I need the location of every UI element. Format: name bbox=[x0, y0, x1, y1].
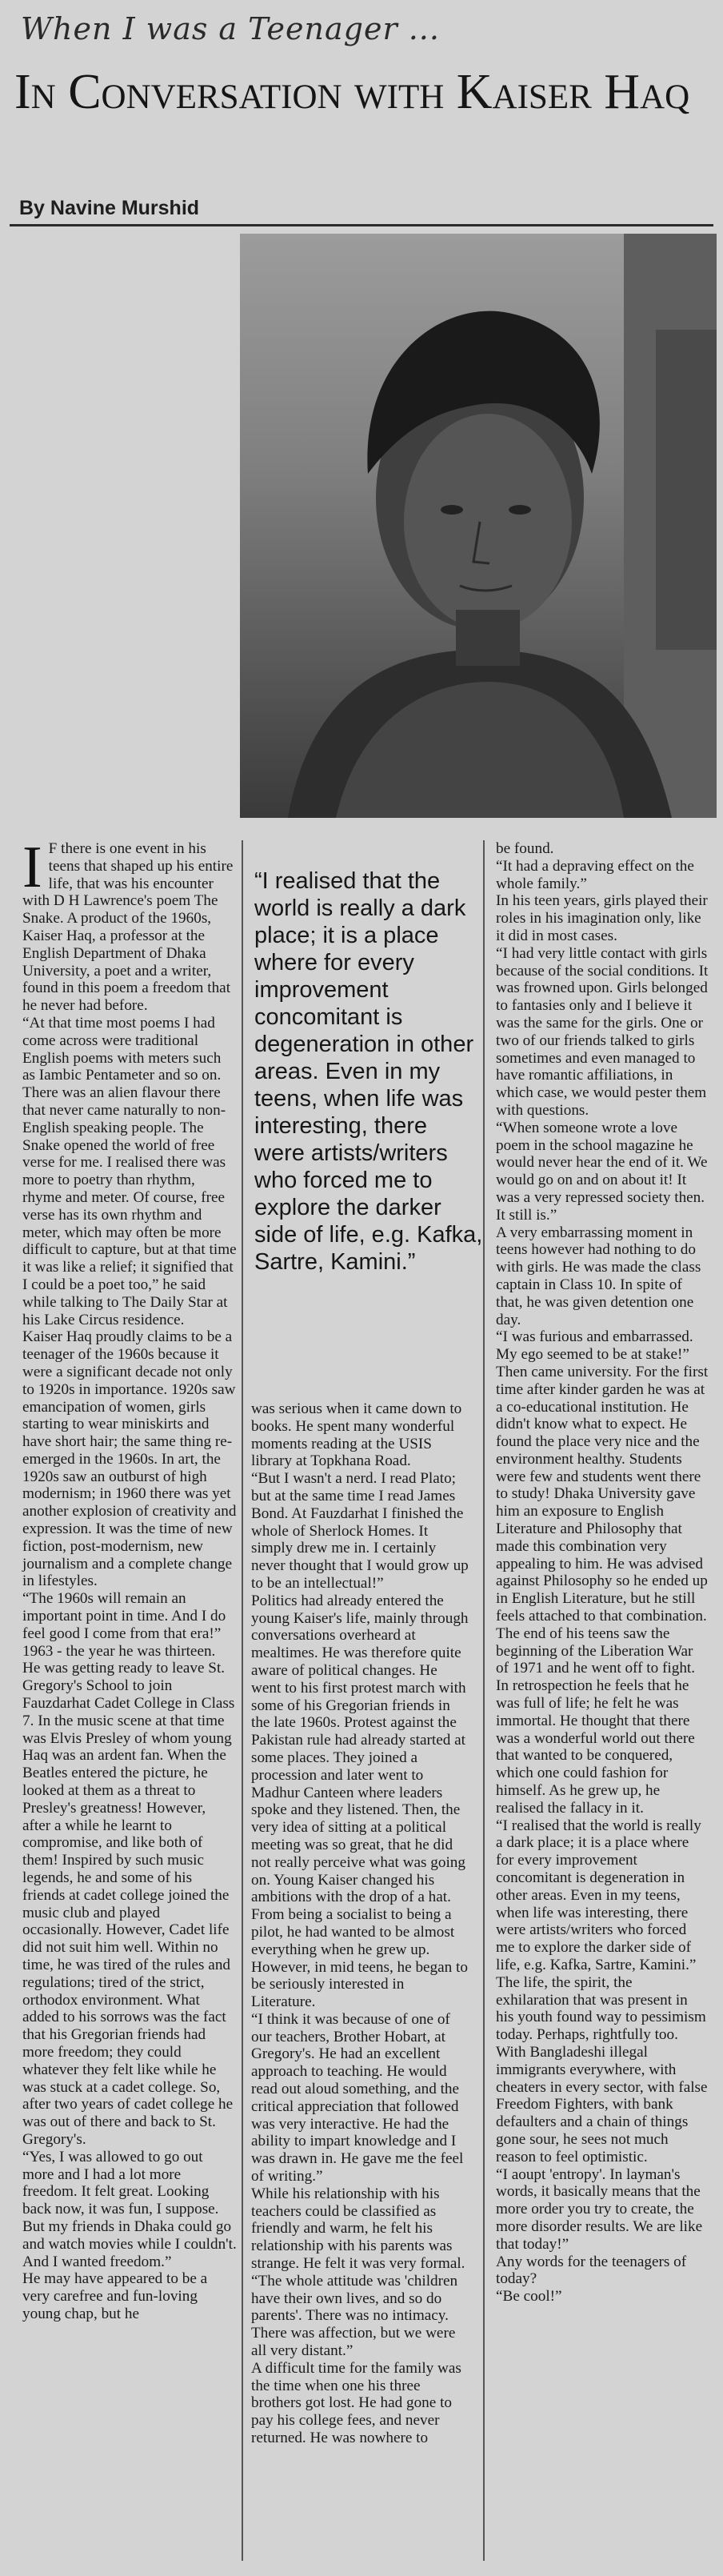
paragraph: “I realised that the world is really a dark place; it is a place where for every improvement concomitant is degeneration in other areas. Even in my teens, when life was interesting, there were artists/writers who forced me to explore the darker side of life, e.g. Kafka, Sartre, Kamini.” bbox=[496, 1817, 701, 1973]
paragraph: Then came university. For the first time after kinder garden he was at a co-educational institution. He didn't know what to expect. He found the place very nice and the environment healthy. Students were few and students went there to study! Dhaka University gave him an exposure to English Literature and Philosophy that made this combination very appealing to him. He was advised against Philosophy so he ended up in English Literature, but he still feels attached to that combination. The end of his teens saw the beginning of the Liberation War of 1971 and he went off to fight. bbox=[496, 1363, 709, 1677]
paragraph: “At that time most poems I had come across were traditional English poems with meters such as Iambic Pentameter and so on. There was an alien flavour there that never came naturally to non-English speaking people. The Snake opened the world of free verse for me. I realised there was more to poetry than rhythm, rhyme and meter. Of course, free verse has its own rhythm and meter, which may often be more difficult to capture, but at that time it was like a relief; it signified that I could be a poet too,” he said while talking to The Daily Star at his Lake Circus residence. bbox=[22, 1014, 237, 1328]
paragraph: “I aoupt 'entropy'. In layman's words, it basically means that the more order you try to create, the more disorder results. We are like that today!” bbox=[496, 2165, 703, 2253]
paragraph: While his relationship with his teachers could be classified as friendly and warm, he felt his relationship with his parents was strange. He felt it was very formal. bbox=[251, 2185, 465, 2273]
series-kicker: When I was a Teenager ... bbox=[21, 11, 440, 46]
column-divider-left bbox=[242, 840, 243, 2561]
article-column-3 bbox=[496, 840, 709, 2306]
paragraph: “I had very little contact with girls because of the social conditions. It was frowned upon. Girls belonged to fantasies only and I believe it was the same for the girls. One or two of our friends talked to girls sometimes and even managed to have romantic affiliations, in which case, we would pester them with questions. bbox=[496, 944, 709, 1119]
paragraph: “It had a depraving effect on the whole family.” bbox=[496, 857, 694, 892]
paragraph: “Be cool!” bbox=[496, 2288, 562, 2306]
paragraph: A difficult time for the family was the time when one his three brothers got lost. He had gone to pay his college fees, and never returned. He was nowhere to bbox=[251, 2359, 461, 2447]
article-column-2 bbox=[251, 1400, 470, 2447]
article-column-1 bbox=[22, 835, 237, 2323]
paragraph: was serious when it came down to books. He spent many wonderful moments reading at the USIS library at Topkhana Road. bbox=[251, 1400, 462, 1470]
header-rule bbox=[10, 224, 713, 226]
paragraph: Any words for the teenagers of today? bbox=[496, 2253, 687, 2288]
paragraph: In his teen years, girls played their roles in his imagination only, like it did in most cases. bbox=[496, 892, 708, 944]
paragraph: “I think it was because of one of our teachers, Brother Hobart, at Gregory's. He had an excellent approach to teaching. He would read out aloud something, and the critical appreciation that followed was very interactive. He had the ability to impart knowledge and I was drawn in. He gave me the feel of writing.” bbox=[251, 2010, 464, 2185]
paragraph: “The 1960s will remain an important point in time. And I do feel good I come from that era!” bbox=[22, 1590, 226, 1642]
paragraph: A very embarrassing moment in teens however had nothing to do with girls. He was made the class captain in Class 10. In spite of that, he was given detention one day. bbox=[496, 1224, 701, 1328]
paragraph: be found. bbox=[496, 840, 554, 857]
byline: By Navine Murshid bbox=[19, 197, 200, 219]
paragraph: “I was furious and embarrassed. My ego seemed to be at stake!” bbox=[496, 1328, 693, 1364]
paragraph: “When someone wrote a love poem in the school magazine he would never hear the end of it. We would go on and on about it! It was a very repressed society then. It still is.” bbox=[496, 1119, 708, 1224]
portrait-photo bbox=[240, 234, 717, 818]
column-divider-right bbox=[483, 840, 485, 2561]
paragraph: In retrospection he feels that he was full of life; he felt he was immortal. He thought that there was a wonderful world out there that wanted to be conquered, which one could fashion for himself. As he grew up, he realised the fallacy in it. bbox=[496, 1677, 695, 1817]
paragraph: 1963 - the year he was thirteen. He was getting ready to leave St. Gregory's School to join Fauzdarhat Cadet College in Class 7. In the music scene at that time was Elvis Presley of whom young Haq was an ardent fan. When the Beatles entered the picture, he looked at them as a threat to Presley's greatness! However, after a while he learnt to compromise, and like both of them! Inspired by such music legends, he and some of his friends at cadet college joined the music club and played occasionally. However, Cadet life did not suit him well. Within no time, he was tired of the rules and regulations; tired of the strict, orthodox environment. What added to his sorrows was the fact that his Gregorian friends had more freedom; they could whatever they felt like while he was stuck at a cadet college. So, after two years of cadet college he was out of there and back to St. Gregory's. bbox=[22, 1642, 235, 2148]
paragraph: F there is one event in his teens that shaped up his entire life, that was his encounter with D H Lawrence's poem The Snake. A product of the 1960s, Kaiser Haq, a professor at the English Department of Dhaka University, a poet and a writer, found in this poem a freedom that he never had before. bbox=[22, 840, 234, 1015]
paragraph: Kaiser Haq proudly claims to be a teenager of the 1960s because it were a significant decade not only to 1920s in importance. 1920s saw emancipation of women, girls starting to wear miniskirts and have short hair; the same thing re-emerged in the 1960s. In art, the 1920s saw an outburst of high modernism; in 1960 there was yet another explosion of creativity and expression. It was the time of new fiction, post-modernism, new journalism and a complete change in lifestyles. bbox=[22, 1328, 237, 1590]
paragraph: “Yes, I was allowed to go out more and I had a lot more freedom. It felt great. Looking back now, it was fun, I suppose. But my friends in Dhaka could go and watch movies while I couldn't. And I wanted freedom.” bbox=[22, 2148, 237, 2270]
paragraph: Politics had already entered the young Kaiser's life, mainly through conversations overheard at mealtimes. He was therefore quite aware of political changes. He went to his first protest march with some of his Gregorian friends in the late 1960s. Protest against the Pakistan rule had already started at some places. They joined a procession and later went to Madhur Canteen where leaders spoke and they listened. Then, the very idea of sitting at a political meeting was so great, that he did not really perceive what was going on. Young Kaiser changed his ambitions with the drop of a hat. From being a socialist to being a pilot, he had wanted to be almost everything when he grew up. However, in mid teens, he began to be seriously interested in Literature. bbox=[251, 1592, 469, 2011]
pull-quote: “I realised that the world is really a dark place; it is a place where for every improvement concomitant is degeneration in other areas. Even in my teens, when life was interesting, there were artists/writers who forced me to explore the darker side of life, e.g. Kafka, Sartre, Kamini.” bbox=[254, 868, 483, 1275]
paragraph: The life, the spirit, the exhilaration that was present in his youth found way to pessimism today. Perhaps, rightfully too. With Bangladeshi illegal immigrants everywhere, with cheaters in every sector, with false Freedom Fighters, with bank defaulters and a chain of things gone sour, he sees not much reason to feel optimistic. bbox=[496, 1973, 708, 2165]
paragraph: He may have appeared to be a very carefree and fun-loving young chap, but he bbox=[22, 2270, 208, 2322]
portrait-illustration bbox=[240, 234, 717, 818]
paragraph: “The whole attitude was 'children have their own lives, and so do parents'. There was no intimacy. There was affection, but we were all very distant.” bbox=[251, 2272, 458, 2360]
article-title: In Conversation with Kaiser Haq bbox=[14, 65, 690, 119]
paragraph: “But I wasn't a nerd. I read Plato; but at the same time I read James Bond. At Fauzdarhat I finished the whole of Sherlock Homes. It simply drew me in. I certainly never thought that I would grow up to be an intellectual!” bbox=[251, 1470, 469, 1592]
drop-cap: I bbox=[22, 835, 42, 900]
